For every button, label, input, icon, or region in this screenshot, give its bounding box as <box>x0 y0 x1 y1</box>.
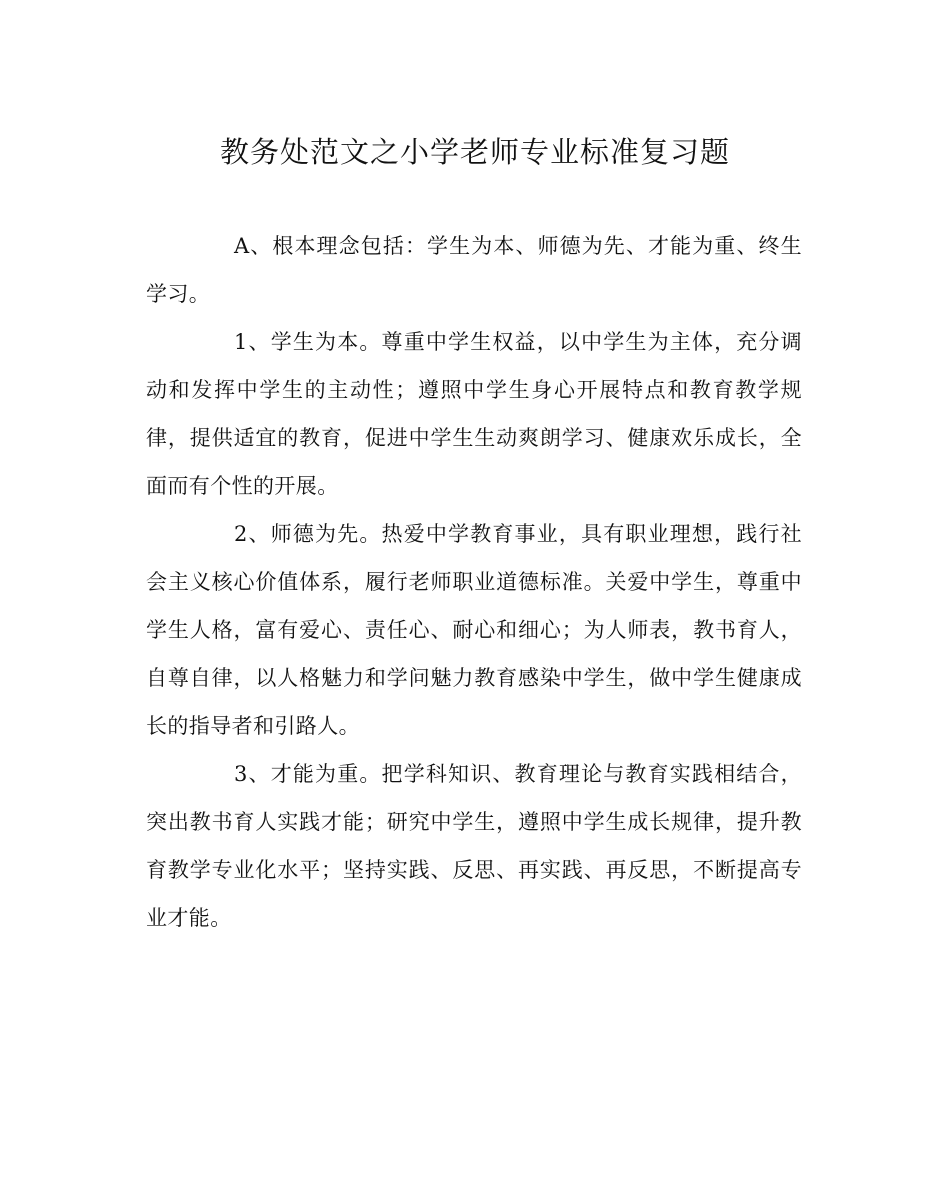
paragraph-ability-important: 3、才能为重。把学科知识、教育理论与教育实践相结合，突出教书育人实践才能；研究中学生，遵照中学生成长规律，提升教育教学专业化水平；坚持实践、反思、再实践、再反思，不断提高专业才能。 <box>146 762 802 930</box>
document-title: 教务处范文之小学老师专业标准复习题 <box>219 135 730 169</box>
paragraph-basic-concepts: A、根本理念包括：学生为本、师德为先、才能为重、终生学习。 <box>146 234 802 306</box>
paragraph-ethics-first: 2、师德为先。热爱中学教育事业，具有职业理想，践行社会主义核心价值体系，履行老师职业道德标准。关爱中学生，尊重中学生人格，富有爱心、责任心、耐心和细心；为人师表，教书育人，自尊自律，以人格魅力和学问魅力教育感染中学生，做中学生健康成长的指导者和引路人。 <box>146 522 802 738</box>
paragraph-student-first: 1、学生为本。尊重中学生权益，以中学生为主体，充分调动和发挥中学生的主动性；遵照中学生身心开展特点和教育教学规律，提供适宜的教育，促进中学生生动爽朗学习、健康欢乐成长，全面而有个性的开展。 <box>146 330 802 498</box>
document-body <box>146 222 802 942</box>
